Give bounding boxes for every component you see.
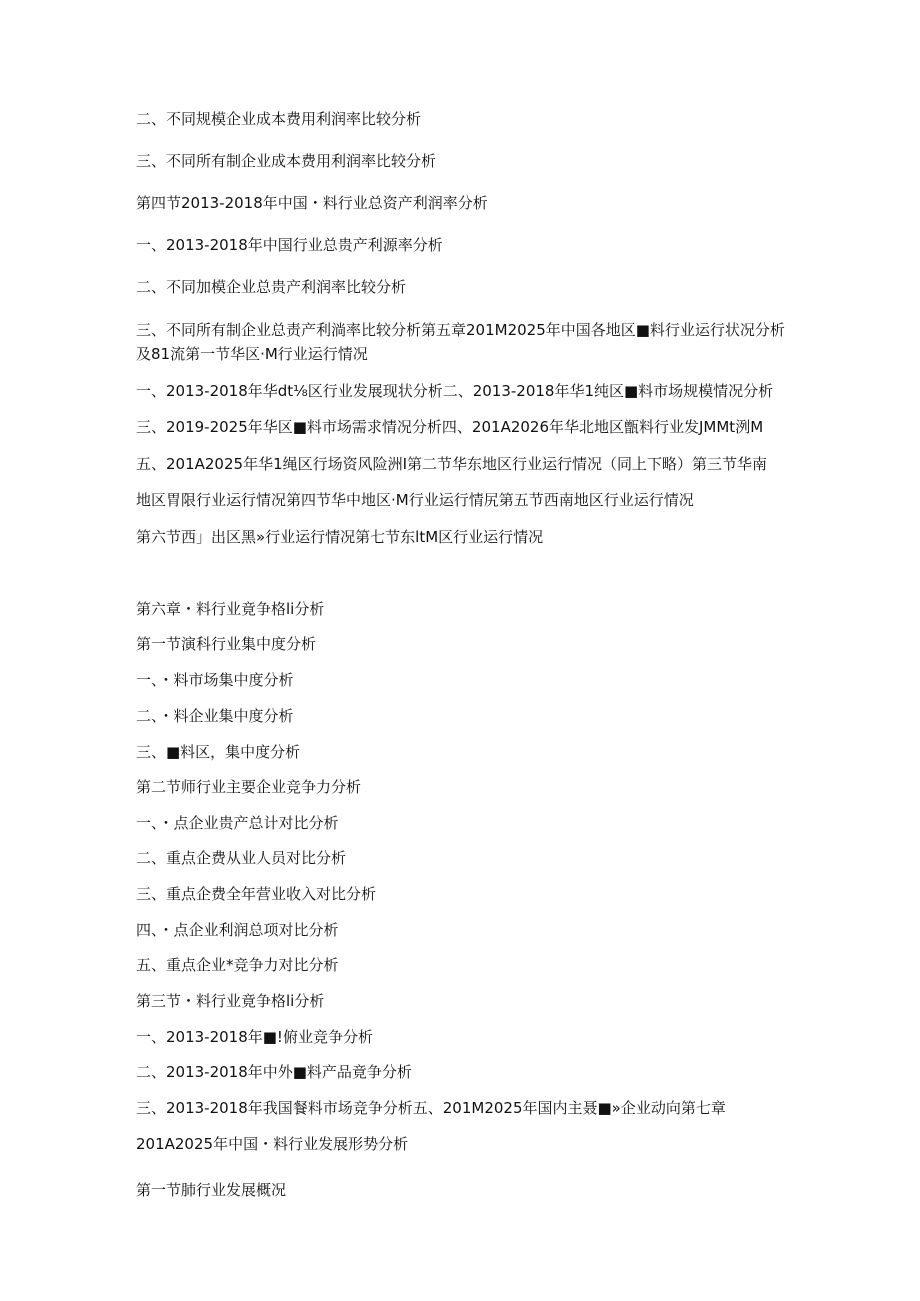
toc-line: 五、201A2025年华1绳区行场资风险洲I第二节华东地区行业运行情况（同上下略）第三节华南: [136, 455, 768, 473]
toc-line: 201A2025年中国・料行业发展形势分析: [136, 1135, 409, 1153]
toc-line: 一、・料市场集中度分析: [136, 671, 294, 689]
toc-line: 五、重点企业*竞争力对比分析: [136, 956, 339, 974]
toc-line: 三、2019-2025年华区■料市场需求情况分析四、201A2026年华北地区甑料行业发JMMt洌M: [136, 418, 764, 436]
toc-line: 二、不同加模企业总贵产利润率比较分析: [136, 278, 407, 296]
toc-line: 三、■料区，集中度分析: [136, 743, 301, 761]
toc-line: 第六章・料行业竟争格li分析: [136, 600, 325, 618]
toc-line: 四、・点企业利润总项对比分析: [136, 921, 339, 939]
toc-line: 二、重点企费从业人员对比分析: [136, 849, 347, 867]
toc-line: 一、・点企业贵产总计对比分析: [136, 814, 339, 832]
toc-line: 地区胃限行业运行情况第四节华中地区·M行业运行情尻第五节西南地区行业运行情况: [136, 491, 694, 509]
toc-line: 第二节师行业主要企业竞争力分析: [136, 778, 362, 796]
toc-line: 第三节・料行业竟争格li分析: [136, 992, 325, 1010]
toc-line: 三、2013-2018年我国餐料市场竞争分析五、201M2025年国内主聂■»企业动向第七章: [136, 1099, 726, 1117]
toc-line: 三、重点企费全年营业收入对比分析: [136, 885, 377, 903]
toc-line: 二、・料企业集中度分析: [136, 707, 294, 725]
toc-line: 第一节肺行业发展概况: [136, 1181, 287, 1199]
toc-line: 一、2013-2018年华dt⅛区行业发展现状分析二、2013-2018年华1纯区■料市场规模情况分析: [136, 382, 774, 400]
toc-line: 三、不同所有制企业总责产利淌率比较分析第五章201M2025年中国各地区■料行业运行状况分析及81流第一节华区·M行业运行情况: [136, 321, 785, 363]
toc-line: 第四节2013-2018年中国・料行业总资产利润率分析: [136, 194, 488, 212]
toc-line: 二、不同规模企业成本费用利润率比较分析: [136, 110, 422, 128]
toc-line: 三、不同所有制企业成本费用利润率比较分析: [136, 152, 437, 170]
toc-line: 第一节演科行业集中度分析: [136, 635, 317, 653]
toc-line: 第六节西」出区黑»行业运行情况第七节东ltM区行业运行情况: [136, 528, 544, 546]
toc-line: 一、2013-2018年中国行业总贵产利源率分析: [136, 236, 443, 254]
toc-line: 一、2013-2018年■!俯业竞争分析: [136, 1028, 373, 1046]
toc-line: 二、2013-2018年中外■料产品竟争分析: [136, 1063, 412, 1081]
